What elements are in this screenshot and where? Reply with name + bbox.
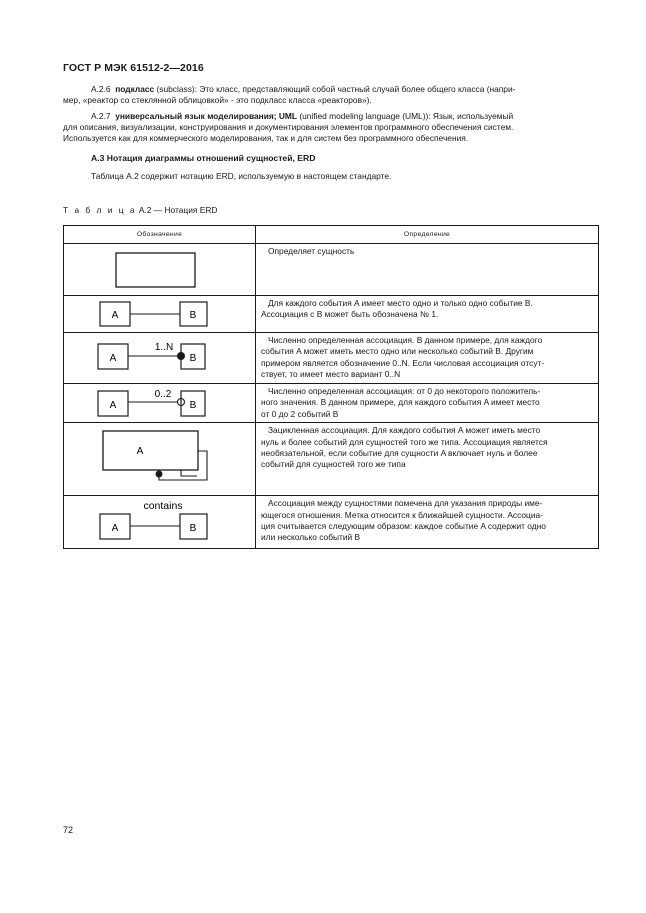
definition-cell [256,333,599,384]
one-to-many-diagram [64,333,255,383]
term-text-line: Используется как для коммерческого моделирования, так и для систем без программного обеспечения. [63,133,469,143]
entity-a-label: A [109,353,117,364]
definition-line: Численно определенная ассоциация. В данном примере, для каждого [268,335,543,345]
term-text: (subclass): Это класс, представляющий собой частный случай более общего класса (напри- [154,84,516,94]
intro-text: Таблица А.2 содержит нотацию ERD, используемую в настоящем стандарте. [91,171,392,181]
table-row [64,333,599,384]
header-notation: Обозначение [64,226,256,244]
notation-cell [64,496,256,549]
term-a-2-6 [63,84,599,106]
definition-cell [256,423,599,496]
notation-cell [64,244,256,296]
definition-line: нуль и более событий для сущностей того же типа. Ассоциация является [261,436,548,447]
entity-a-label: A [136,446,144,458]
definition-line: или несколько событий B [261,532,361,543]
definition-line: Для каждого события A имеет место одно и только одно событие B. [268,298,533,308]
multiplicity-label: 0..2 [154,389,172,400]
notation-cell [64,384,256,423]
table-header-row [64,226,599,244]
definition-line: ствует, то имеет место вариант 0..N [261,369,401,380]
term-number: A.2.6 [91,84,111,94]
definition-cell [256,384,599,423]
page-number: 72 [63,825,74,835]
notation-cell [64,423,256,496]
definition-line: Численно определенная ассоциация: от 0 до некоторого положитель- [268,386,541,396]
entity-a-label: A [111,310,119,321]
term-name: универсальный язык моделирования; UML [115,111,297,121]
definition-line: ющегося отношения. Метка относится к ближайшей сущности. Ассоциа- [261,509,543,520]
notation-cell [64,296,256,333]
table-row [64,496,599,549]
entity-b-label: B [189,353,197,364]
entity-a-label: A [111,523,119,535]
term-name: подкласс [115,84,155,94]
definition-line: необязательной, если событие для сущности A включает нуль и более [261,448,538,459]
term-text-line: мер, «реактор со стеклянной облицовкой» - это подкласс класса «реакторов»). [63,95,372,105]
one-to-one-diagram [64,296,255,332]
definition-line: события A может иметь место одно или несколько событий B. Другим [261,346,534,357]
table-caption-prefix: Т а б л и ц а [63,205,137,215]
definition-line: Ассоциация между сущностями помечена для указания природы име- [268,498,543,509]
definition-line: Определяет сущность [268,246,355,256]
multiplicity-label: 1..N [154,342,174,353]
entity-b-label: B [189,310,197,321]
definition-cell [256,296,599,333]
definition-cell [256,244,599,296]
loop-line-inner [181,470,197,476]
term-text-line: для описания, визуализации, конструирования и документирования элементов программного обеспечения систем. [63,122,514,132]
labeled-association-diagram [64,496,255,548]
definition-line: от 0 до 2 событий B [261,408,339,419]
term-text: (unified modeling language (UML)): Язык, используемый [297,111,514,121]
term-number: A.2.7 [91,111,111,121]
table-caption [63,205,217,215]
definition-line: Зацикленная ассоциация. Для каждого события A может иметь место [268,425,541,436]
recursive-diagram [64,423,255,495]
header-definition: Определение [256,226,599,244]
definition-line: Ассоциация с B может быть обозначена № 1. [261,309,439,320]
table-caption-title: А.2 — Нотация ERD [136,205,218,215]
entity-b-label: B [189,400,197,411]
association-label: contains [143,500,183,513]
entity-a-box [103,431,198,470]
erd-notation-table [63,225,599,549]
term-a-2-7 [63,111,599,144]
definition-line: примером является обозначение 0..N. Если числовая ассоциация отсут- [261,357,545,368]
table-row [64,296,599,333]
entity-a-label: A [109,400,117,411]
definition-line: событий для сущностей того же типа [261,459,406,470]
definition-cell [256,496,599,549]
document-header: ГОСТ Р МЭК 61512-2—2016 [63,62,204,74]
entity-box [116,253,195,287]
definition-line: ция считывается следующим образом: каждое событие A содержит одно [261,521,546,532]
entity-diagram [64,244,255,294]
notation-cell [64,333,256,384]
many-dot-icon [156,471,163,478]
table-row [64,423,599,496]
table-row [64,384,599,423]
definition-line: ного значения. В данном примере, для каждого события A имеет место [261,397,540,408]
table-row [64,244,599,296]
entity-b-label: B [189,523,197,535]
section-heading: A.3 Нотация диаграммы отношений сущностей, ERD [91,153,316,163]
zero-to-n-diagram [64,384,255,422]
